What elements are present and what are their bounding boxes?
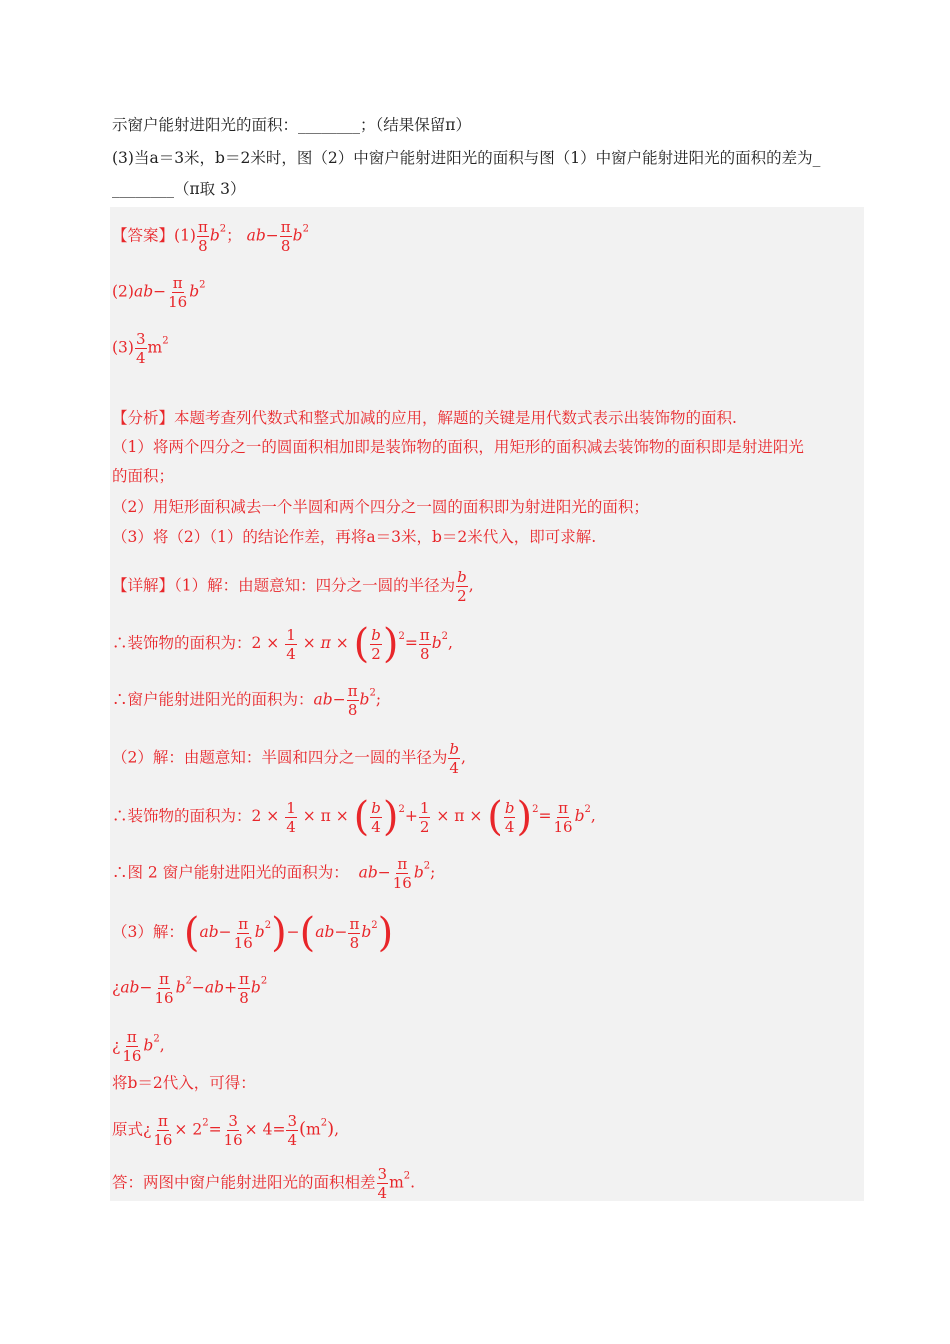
analysis-label: 【分析】 (112, 409, 175, 427)
answer-line-3: (3) $\frac{3}{4}$ $m^2$ (112, 330, 169, 367)
question-line-1: 示窗户能射进阳光的面积：________；（结果保留π） (112, 116, 471, 134)
analysis-step-1b: 的面积； (112, 467, 175, 485)
detail-step-9: ¿ $\frac{\pi}{16}$ $b^2$, (112, 1028, 165, 1065)
detail-step-1: 【详解】（1）解：由题意知：四分之一圆的半径为 $\frac{b}{2}$ , (112, 568, 474, 605)
answer-line-2: (2)ab− $\frac{\pi}{16}$ $b^2$ (112, 274, 206, 311)
detail-step-7: （3）解：(ab− $\frac{\pi}{16}$ $b^2)-(ab-$ $\frac{\pi}{8}$ $b^2$) (112, 910, 394, 956)
detail-step-8: ¿ab− $\frac{\pi}{16}$ $b^2-ab+$ $\frac{\pi}{8}$ $b^2$ (112, 970, 268, 1007)
detail-step-10: 将b＝2代入，可得： (112, 1074, 256, 1092)
analysis-step-2: （2）用矩形面积减去一个半圆和两个四分之一圆的面积即为射进阳光的面积； (112, 498, 649, 516)
analysis-step-1a: （1）将两个四分之一的圆面积相加即是装饰物的面积，用矩形的面积减去装饰物的面积即是射进阳光 (112, 438, 804, 456)
detail-step-5: ∴装饰物的面积为：2 × $\frac{1}{4}$ × π × ( $\frac{b}{4}$ )$^2$+ $\frac{1}{2}$ × π × ( $\frac{b}{4}$ )$^2$= $\frac{\pi}{16}$ $b^2$, (112, 794, 596, 840)
question-line-2: (3)当a＝3米，b＝2米时，图（2）中窗户能射进阳光的面积与图（1）中窗户能射进阳光的面积的差为_ (112, 149, 821, 167)
answer-label: 【答案】 (112, 226, 175, 245)
detail-step-3: ∴窗户能射进阳光的面积为：ab− $\frac{\pi}{8}$ $b^2$; (112, 682, 382, 719)
detail-step-11: 原式¿ $\frac{\pi}{16}$ × $2^2=$ $\frac{3}{16}$ × 4= $\frac{3}{4}$ $(m^2)$, (112, 1112, 340, 1149)
question-line-3: ________（π取 3） (112, 180, 246, 198)
detail-label: 【详解】 (112, 576, 175, 595)
detail-step-12: 答：两图中窗户能射进阳光的面积相差 $\frac{3}{4}$ $m^2$. (112, 1165, 416, 1202)
detail-step-2: ∴装饰物的面积为：2 × $\frac{1}{4}$ × π × ( $\frac{b}{2}$ )$^2$= $\frac{\pi}{8}$ $b^2$, (112, 621, 453, 667)
answer-line-1: 【答案】(1) $\frac{\pi}{8}$ $b^2$； ab− $\frac{\pi}{8}$ $b^2$ (112, 218, 309, 255)
detail-step-6: ∴图 2 窗户能射进阳光的面积为： ab− $\frac{\pi}{16}$ $b^2$; (112, 855, 436, 892)
detail-step-4: （2）解：由题意知：半圆和四分之一圆的半径为 $\frac{b}{4}$ , (112, 740, 466, 777)
analysis-step-3: （3）将（2）（1）的结论作差，再将a＝3米，b＝2米代入，即可求解. (112, 528, 597, 546)
analysis-intro: 【分析】本题考查列代数式和整式加减的应用，解题的关键是用代数式表示出装饰物的面积. (112, 409, 737, 427)
